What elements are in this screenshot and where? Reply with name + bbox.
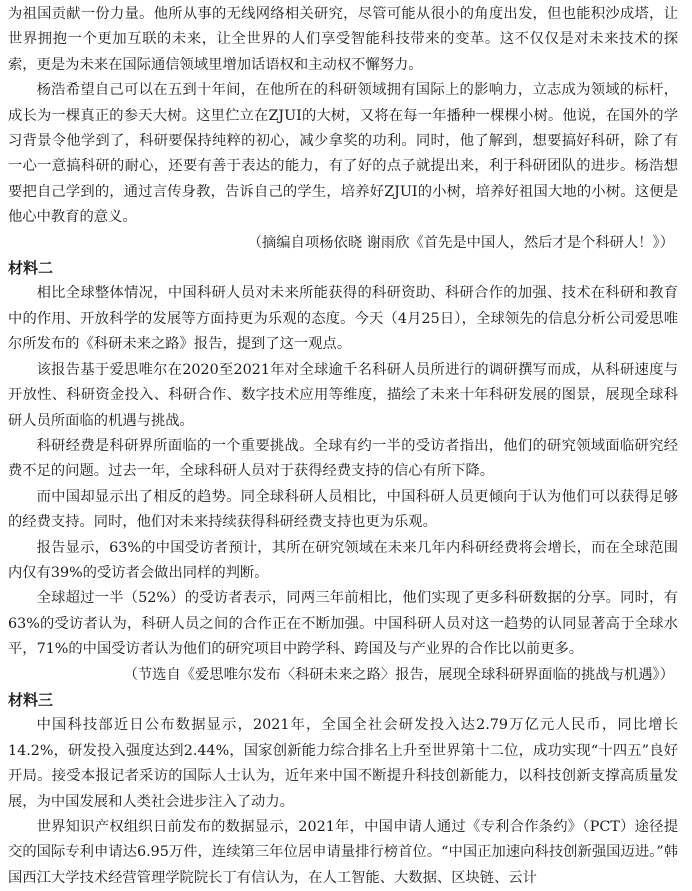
paragraph: 科研经费是科研界所面临的一个重要挑战。全球有约一半的受访者指出，他们的研究领域面临研究经费不足的问题。过去一年，全球科研人员对于获得经费支持的信心有所下降。 bbox=[8, 437, 678, 480]
heading-material-3: 材料三 bbox=[8, 690, 54, 709]
paragraph: 相比全球整体情况，中国科研人员对未来所能获得的科研资助、科研合作的加强、技术在科研和教育中的作用、开放科学的发展等方面持更为乐观的态度。今天（4月25日），全球领先的信息分析公司爱思唯尔所发布的《科研未来之路》报告，提到了这一观点。 bbox=[8, 285, 678, 353]
paragraph-continued: 为祖国贡献一份力量。他所从事的无线网络相关研究，尽管可能从很小的角度出发，但也能积沙成塔，让世界拥抱一个更加互联的未来，让全世界的人们享受智能科技带来的变革。这不仅仅是对未来技术的探索，更是为未来在国际通信领域里增加话语权和主动权不懈努力。 bbox=[8, 6, 678, 73]
source-citation-1: （摘编自项杨依晓 谢雨欣《首先是中国人，然后才是个科研人！》） bbox=[247, 234, 674, 251]
heading-material-2: 材料二 bbox=[8, 259, 54, 278]
paragraph: 报告显示，63%的中国受访者预计，其所在研究领域在未来几年内科研经费将会增长，而在全球范围内仅有39%的受访者会做出同样的判断。 bbox=[8, 539, 678, 581]
paragraph: 全球超过一半（52%）的受访者表示，同两三年前相比，他们实现了更多科研数据的分享。同时，有63%的受访者认为，科研人员之间的合作正在不断加强。中国科研人员对这一趋势的认同显著高于全球水平，71%的中国受访者认为他们的研究项目中跨学科、跨国及与产业界的合作比以前更多。 bbox=[8, 590, 678, 658]
paragraph: 中国科技部近日公布数据显示，2021年，全国全社会研发投入达2.79万亿元人民币，同比增长14.2%，研发投入强度达到2.44%，国家创新能力综合排名上升至世界第十二位，成功实现“十四五”良好开局。接受本报记者采访的国际人士认为，近年来中国不断提升科技创新能力，以科技创新支撑高质量发展，为中国发展和人类社会进步注入了动力。 bbox=[8, 717, 678, 810]
paragraph-yang-hao: 杨浩希望自己可以在五到十年间，在他所在的科研领域拥有国际上的影响力，立志成为领域的标杆，成长为一棵真正的参天大树。这里伫立在ZJUI的大树，又将在每一年播种一棵棵小树。他说，在国外的学习背景令他学到了，科研要保持纯粹的初心，减少拿奖的功利。同时，他了解到，想要搞好科研，除了有一心一意搞科研的耐心，还要有善于表达的能力，有了好的点子就提出来，利于科研团队的进步。杨浩想要把自己学到的，通过言传身教，告诉自己的学生，培养好ZJUI的小树，培养好祖国大地的小树。这便是他心中教育的意义。 bbox=[8, 82, 678, 226]
paragraph: 世界知识产权组织日前发布的数据显示，2021年，中国申请人通过《专利合作条约》（PCT）途径提交的国际专利申请达6.95万件，连续第三年位居申请量排行榜首位。“中国正加速向科技创新强国迈进。”韩国西江大学技术经营管理学院院长丁有信认为，在人工智能、大数据、区块链、云计 bbox=[8, 819, 678, 886]
paragraph: 而中国却显示出了相反的趋势。同全球科研人员相比，中国科研人员更倾向于认为他们可以获得足够的经费支持。同时，他们对未来持续获得科研经费支持也更为乐观。 bbox=[8, 488, 678, 531]
paragraph: 该报告基于爱思唯尔在2020至2021年对全球逾千名科研人员所进行的调研撰写而成，从科研速度与开放性、科研资金投入、科研合作、数字技术应用等维度，描绘了未来十年科研发展的图景，展现全球科研人员所面临的机遇与挑战。 bbox=[8, 361, 678, 429]
source-citation-2: （节选自《爱思唯尔发布〈科研未来之路〉报告，展现全球科研界面临的挑战与机遇》） bbox=[123, 666, 674, 683]
